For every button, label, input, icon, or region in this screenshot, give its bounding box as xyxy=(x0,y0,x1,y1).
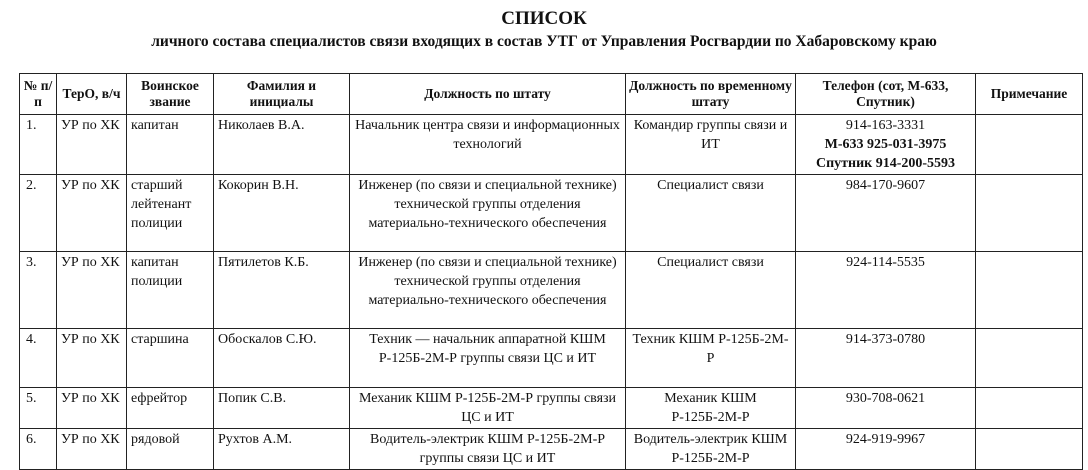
table-header-row xyxy=(20,74,1083,115)
cell-position: Механик КШМ Р-125Б-2М-Р группы связи ЦС и ИТ xyxy=(350,388,626,429)
cell-tero: УР по ХК xyxy=(57,329,127,388)
cell-name: Николаев В.А. xyxy=(214,115,350,175)
cell-phone xyxy=(796,115,976,175)
phone-m633: М-633 925-031-3975 xyxy=(824,137,947,152)
header-tero: ТерО, в/ч xyxy=(57,74,127,115)
cell-number: 1. xyxy=(20,115,57,175)
table-row xyxy=(20,175,1083,252)
cell-number: 4. xyxy=(20,329,57,388)
cell-position: Водитель-электрик КШМ Р-125Б-2М-Р группы связи ЦС и ИТ xyxy=(350,429,626,470)
cell-tero: УР по ХК xyxy=(57,115,127,175)
cell-temp-position: Механик КШМ Р-125Б-2М-Р xyxy=(626,388,796,429)
cell-note xyxy=(976,252,1083,329)
cell-note xyxy=(976,388,1083,429)
cell-rank: капитан xyxy=(127,115,214,175)
phone-satellite: Спутник 914-200-5593 xyxy=(815,156,956,171)
table-row xyxy=(20,115,1083,175)
cell-temp-position: Техник КШМ Р-125Б-2М-Р xyxy=(626,329,796,388)
cell-number: 5. xyxy=(20,388,57,429)
cell-rank: старшина xyxy=(127,329,214,388)
cell-position: Инженер (по связи и специальной технике) технической группы отделения материально-технического обеспечения xyxy=(350,252,626,329)
cell-rank: старший лейтенант полиции xyxy=(127,175,214,252)
cell-note xyxy=(976,329,1083,388)
header-phone: Телефон (сот, М-633, Спутник) xyxy=(796,74,976,115)
cell-position: Техник — начальник аппаратной КШМ Р-125Б-2М-Р группы связи ЦС и ИТ xyxy=(350,329,626,388)
cell-rank: ефрейтор xyxy=(127,388,214,429)
personnel-table xyxy=(19,73,1083,470)
cell-temp-position: Водитель-электрик КШМ Р-125Б-2М-Р xyxy=(626,429,796,470)
cell-phone: 984-170-9607 xyxy=(796,175,976,252)
cell-name: Обоскалов С.Ю. xyxy=(214,329,350,388)
document-title: СПИСОК xyxy=(501,8,587,29)
cell-note xyxy=(976,429,1083,470)
cell-temp-position: Специалист связи xyxy=(626,175,796,252)
cell-note xyxy=(976,115,1083,175)
cell-name: Рухтов А.М. xyxy=(214,429,350,470)
cell-name: Пятилетов К.Б. xyxy=(214,252,350,329)
cell-position: Начальник центра связи и информационных технологий xyxy=(350,115,626,175)
cell-phone: 930-708-0621 xyxy=(796,388,976,429)
cell-position: Инженер (по связи и специальной технике) технической группы отделения материально-технического обеспечения xyxy=(350,175,626,252)
document-subtitle: личного состава специалистов связи входящих в состав УТГ от Управления Росгвардии по Хабаровскому краю xyxy=(151,33,937,50)
table-row xyxy=(20,329,1083,388)
cell-number: 6. xyxy=(20,429,57,470)
cell-rank: капитан полиции xyxy=(127,252,214,329)
cell-temp-position: Специалист связи xyxy=(626,252,796,329)
cell-number: 2. xyxy=(20,175,57,252)
cell-phone: 924-919-9967 xyxy=(796,429,976,470)
cell-tero: УР по ХК xyxy=(57,429,127,470)
cell-tero: УР по ХК xyxy=(57,252,127,329)
header-rank: Воинское звание xyxy=(127,74,214,115)
header-temp-position: Должность по временному штату xyxy=(626,74,796,115)
header-note: Примечание xyxy=(976,74,1083,115)
cell-temp-position: Командир группы связи и ИТ xyxy=(626,115,796,175)
cell-tero: УР по ХК xyxy=(57,388,127,429)
cell-name: Кокорин В.Н. xyxy=(214,175,350,252)
cell-rank: рядовой xyxy=(127,429,214,470)
table-row xyxy=(20,388,1083,429)
cell-name: Попик С.В. xyxy=(214,388,350,429)
cell-phone: 924-114-5535 xyxy=(796,252,976,329)
cell-number: 3. xyxy=(20,252,57,329)
header-position: Должность по штату xyxy=(350,74,626,115)
table-row xyxy=(20,429,1083,470)
header-name: Фамилия и инициалы xyxy=(214,74,350,115)
table-row xyxy=(20,252,1083,329)
header-number: № п/п xyxy=(20,74,57,115)
cell-note xyxy=(976,175,1083,252)
phone-mobile: 914-163-3331 xyxy=(845,118,926,133)
cell-phone: 914-373-0780 xyxy=(796,329,976,388)
cell-tero: УР по ХК xyxy=(57,175,127,252)
